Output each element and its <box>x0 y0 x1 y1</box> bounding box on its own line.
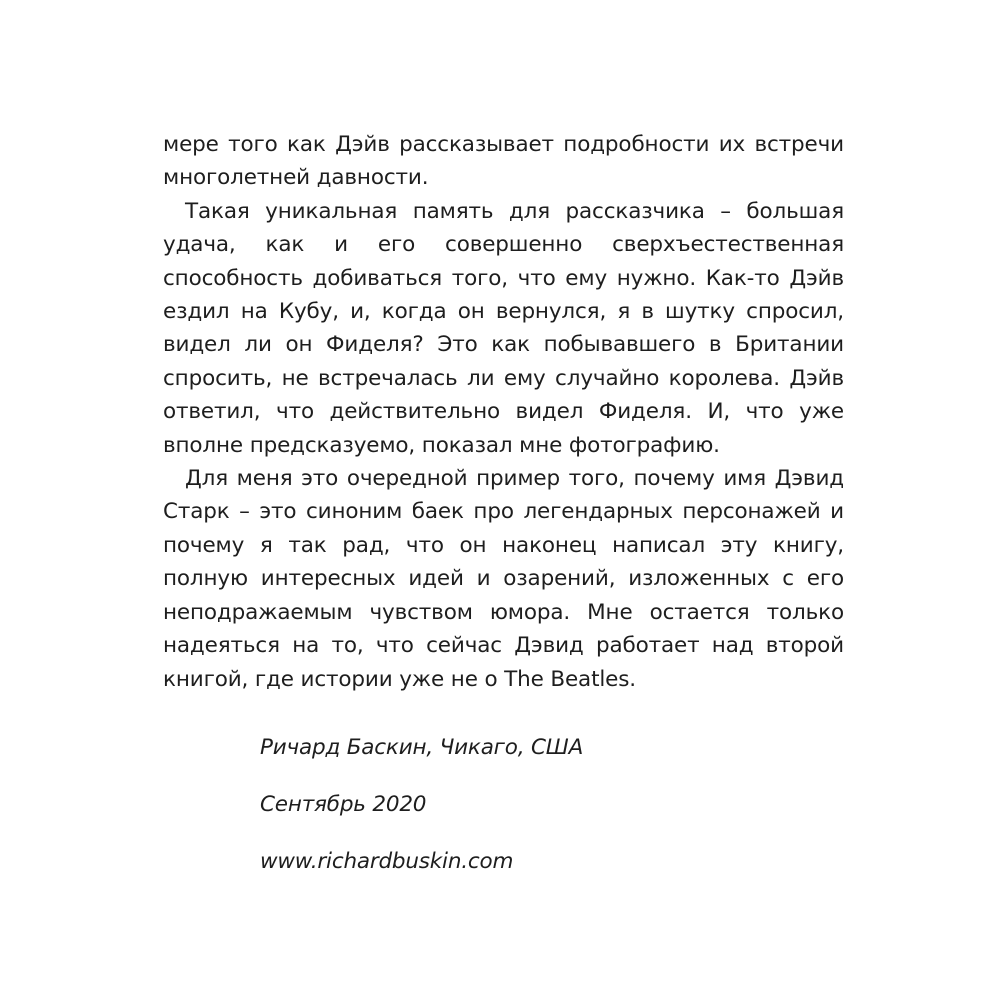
paragraph-memory-cuba: Такая уникальная память для рассказчика – большая удача, как и его совершенно сверхъестественная способность добиваться того, что ему нужно. Как-то Дэйв ездил на Кубу, и, когда он вернулся, я в шутку спросил, видел ли он Фиделя? Это как побывавшего в Британии спросить, не встречалась ли ему случайно королева. Дэйв ответил, что действительно видел Фиделя. И, что уже вполне предсказуемо, показал мне фотографию. <box>163 198 844 458</box>
signature-website: www.richardbuskin.com <box>260 849 514 874</box>
paragraph-continuation: мере того как Дэйв рассказывает подробности их встречи многолетней давности. <box>163 132 844 191</box>
body-text <box>163 128 844 696</box>
paragraph-book-praise: Для меня это очередной пример того, почему имя Дэвид Старк – это синоним баек про легендарных персонажей и почему я так рад, что он наконец написал эту книгу, полную интересных идей и озарений, изложенных с его неподражаемым чувством юмора. Мне остается только надеяться на то, что сейчас Дэвид работает над второй книгой, где истории уже не о The Beatles. <box>163 466 844 692</box>
signature-date: Сентябрь 2020 <box>260 792 427 817</box>
signature-author: Ричард Баскин, Чикаго, США <box>260 735 584 760</box>
